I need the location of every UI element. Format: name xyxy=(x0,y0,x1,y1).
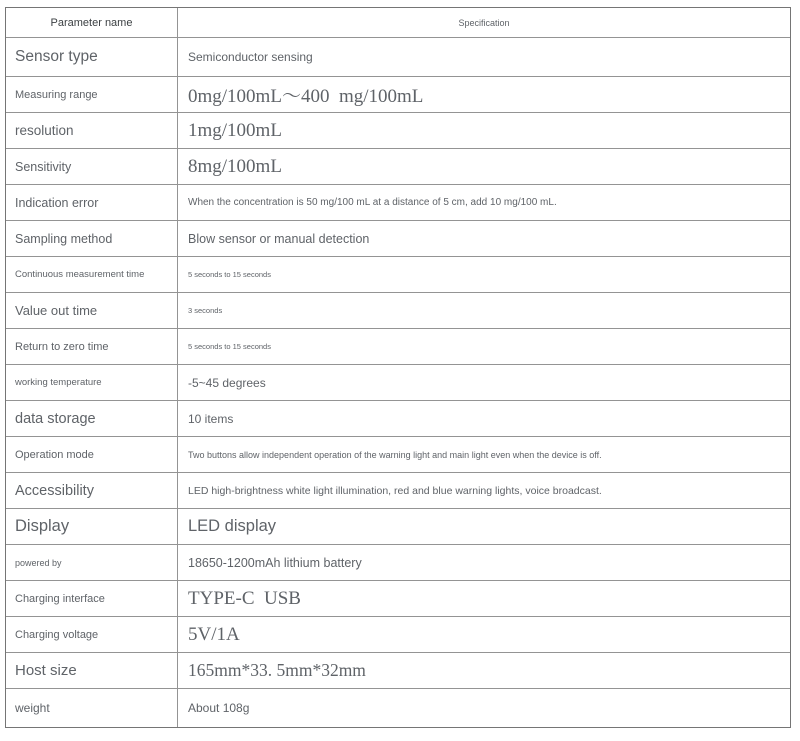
param-label-value-out-time: Value out time xyxy=(6,293,178,328)
table-row-working-temperature xyxy=(6,365,790,401)
table-row-accessibility xyxy=(6,473,790,509)
table-row-value-out-time xyxy=(6,293,790,329)
spec-value-value-out-time: 3 seconds xyxy=(188,306,223,315)
table-row-charging-interface xyxy=(6,581,790,617)
spec-value-operation-mode: Two buttons allow independent operation of the warning light and main light even when the device is off. xyxy=(188,449,602,460)
spec-value-return-to-zero-time: 5 seconds to 15 seconds xyxy=(188,342,271,351)
column-header-specification: Specification xyxy=(458,17,510,28)
table-row-sensitivity xyxy=(6,149,790,185)
spec-value-host-size: 165mm*33. 5mm*32mm xyxy=(188,660,366,680)
param-label-weight: weight xyxy=(6,689,178,727)
spec-value-accessibility: LED high-brightness white light illumination, red and blue warning lights, voice broadcast. xyxy=(188,484,602,497)
spec-value-sensor-type: Semiconductor sensing xyxy=(188,50,313,64)
spec-value-continuous-measurement-time: 5 seconds to 15 seconds xyxy=(188,270,271,279)
table-row-continuous-measurement-time xyxy=(6,257,790,293)
table-row-return-to-zero-time xyxy=(6,329,790,365)
spec-value-display: LED display xyxy=(188,517,277,535)
param-label-data-storage: data storage xyxy=(6,401,178,436)
spec-value-indication-error: When the concentration is 50 mg/100 mL at a distance of 5 cm, add 10 mg/100 mL. xyxy=(188,197,557,208)
spec-value-charging-interface: TYPE-C USB xyxy=(188,587,301,609)
table-row-sensor-type xyxy=(6,38,790,77)
param-label-sensitivity: Sensitivity xyxy=(6,149,178,184)
spec-value-working-temperature: -5~45 degrees xyxy=(188,375,266,390)
table-row-operation-mode xyxy=(6,437,790,473)
param-label-sampling-method: Sampling method xyxy=(6,221,178,256)
param-label-charging-interface: Charging interface xyxy=(6,581,178,616)
param-label-powered-by: powered by xyxy=(6,545,178,580)
param-label-measuring-range: Measuring range xyxy=(6,77,178,112)
param-label-return-to-zero-time: Return to zero time xyxy=(6,329,178,364)
table-row-charging-voltage xyxy=(6,617,790,653)
table-row-indication-error xyxy=(6,185,790,221)
table-row-measuring-range xyxy=(6,77,790,113)
param-label-operation-mode: Operation mode xyxy=(6,437,178,472)
spec-value-powered-by: 18650-1200mAh lithium battery xyxy=(188,555,362,570)
spec-value-sensitivity: 8mg/100mL xyxy=(188,155,282,177)
table-row-display xyxy=(6,509,790,545)
spec-value-data-storage: 10 items xyxy=(188,411,234,426)
spec-value-sampling-method: Blow sensor or manual detection xyxy=(188,231,370,246)
table-row-resolution xyxy=(6,113,790,149)
param-label-charging-voltage: Charging voltage xyxy=(6,617,178,652)
spec-value-measuring-range: 0mg/100mL～400 mg/100mL xyxy=(188,86,424,107)
spec-value-weight: About 108g xyxy=(188,701,250,715)
table-row-sampling-method xyxy=(6,221,790,257)
column-header-parameter-name: Parameter name xyxy=(6,8,178,37)
param-label-host-size: Host size xyxy=(6,653,178,688)
param-label-sensor-type: Sensor type xyxy=(6,38,178,76)
param-label-display: Display xyxy=(6,509,178,544)
table-row-weight xyxy=(6,689,790,727)
param-label-indication-error: Indication error xyxy=(6,185,178,220)
spec-value-charging-voltage: 5V/1A xyxy=(188,623,240,645)
param-label-working-temperature: working temperature xyxy=(6,365,178,400)
spec-value-resolution: 1mg/100mL xyxy=(188,119,282,141)
table-row-data-storage xyxy=(6,401,790,437)
table-row-powered-by xyxy=(6,545,790,581)
table-header-row xyxy=(6,8,790,38)
param-label-continuous-measurement-time: Continuous measurement time xyxy=(6,257,178,292)
table-row-host-size xyxy=(6,653,790,689)
param-label-resolution: resolution xyxy=(6,113,178,148)
param-label-accessibility: Accessibility xyxy=(6,473,178,508)
specification-table xyxy=(5,7,791,728)
